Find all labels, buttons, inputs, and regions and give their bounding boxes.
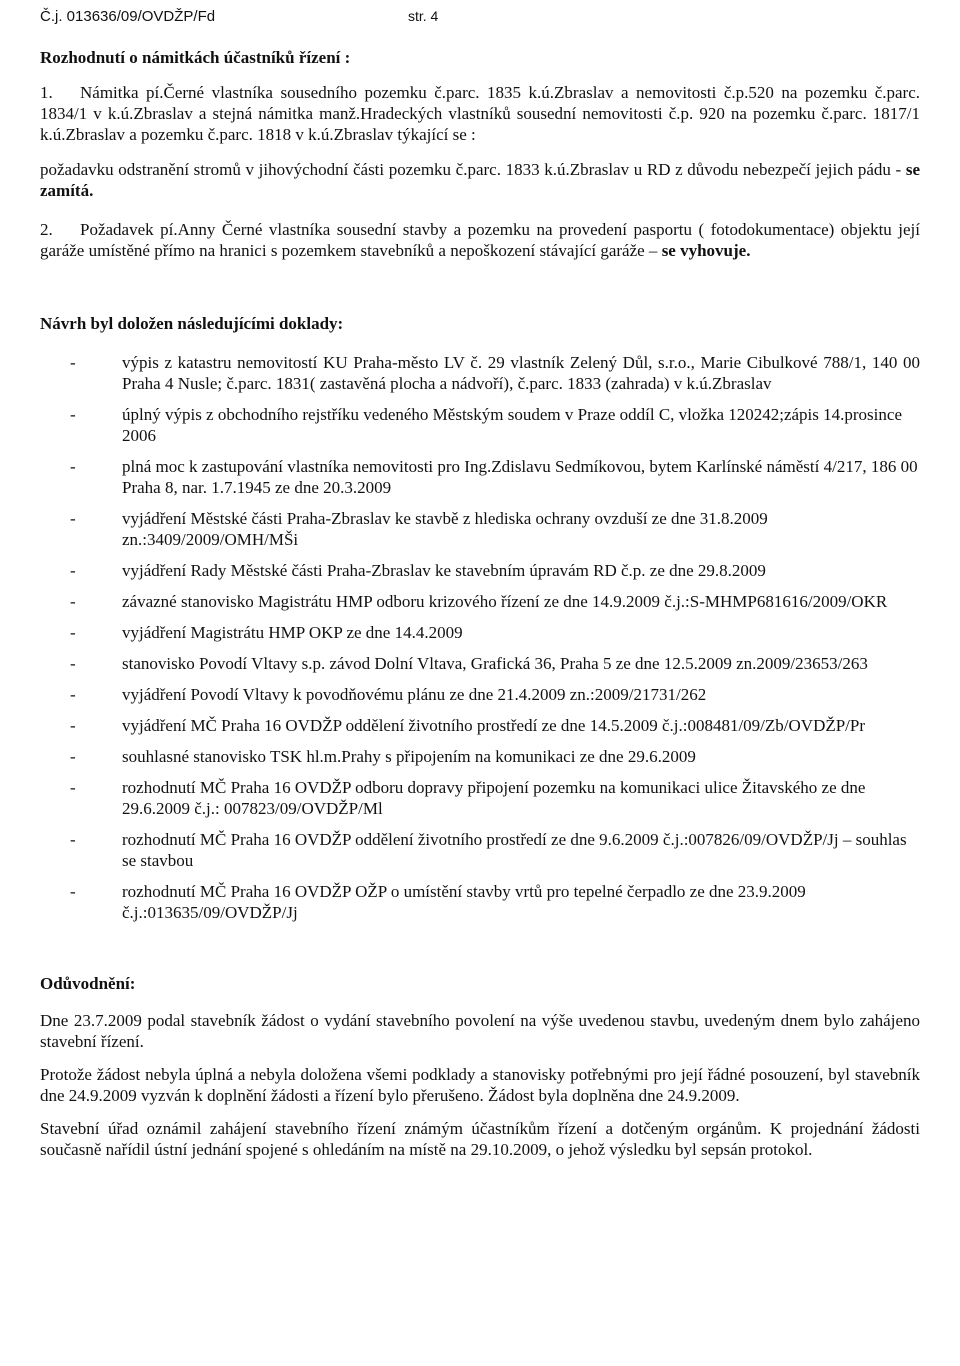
objection-detail-text: požadavku odstranění stromů v jihovýchodní části pozemku č.parc. 1833 k.ú.Zbraslav u RD z důvodu nebezpečí jejich pádu - <box>40 160 906 179</box>
page-header <box>40 6 920 28</box>
reasoning-paragraph: Dne 23.7.2009 podal stavebník žádost o vydání stavebního povolení na výše uvedenou stavbu, uvedeným dnem bylo zahájeno stavební řízení. <box>40 1011 920 1051</box>
page-number: str. 4 <box>408 8 439 24</box>
list-item-text: vyjádření Městské části Praha-Zbraslav ke stavbě z hlediska ochrany ovzduší ze dne 31.8.2009 zn.:3409/2009/OMH/MŠi <box>122 509 768 549</box>
list-item: - rozhodnutí MČ Praha 16 OVDŽP odboru dopravy připojení pozemku na komunikaci ulice Žitavského ze dne 29.6.2009 č.j.: 007823/09/OVDŽP/Ml <box>70 778 866 818</box>
list-item-text: plná moc k zastupování vlastníka nemovitosti pro Ing.Zdislavu Sedmíkovou, bytem Karlínské náměstí 4/217, 186 00 Praha 8, nar. 1.7.1945 ze dne 20.3.2009 <box>122 457 918 497</box>
list-item-text: rozhodnutí MČ Praha 16 OVDŽP odboru dopravy připojení pozemku na komunikaci ulice Žitavského ze dne 29.6.2009 č.j.: 007823/09/OVDŽP/Ml <box>122 778 866 818</box>
list-item-text: vyjádření Rady Městské části Praha-Zbraslav ke stavebním úpravám RD č.p. ze dne 29.8.2009 <box>122 561 766 580</box>
list-item: - vyjádření MČ Praha 16 OVDŽP oddělení životního prostředí ze dne 14.5.2009 č.j.:008481/09/Zb/OVDŽP/Pr <box>70 716 866 735</box>
documents-list <box>40 352 920 923</box>
objection-item <box>40 82 920 145</box>
list-item: - vyjádření Povodí Vltavy k povodňovému plánu ze dne 21.4.2009 zn.:2009/21731/262 <box>70 685 707 704</box>
objection-item <box>40 219 920 261</box>
reasoning-heading: Odůvodnění: <box>40 974 136 993</box>
reasoning-paragraph: Protože žádost nebyla úplná a nebyla doložena všemi podklady a stanovisky potřebnými pro její řádné posouzení, byl stavebník dne 24.9.2009 vyzván k doplnění žádosti a řízení bylo přerušeno. Žádost byla doplněna dne 24.9.2009. <box>40 1065 920 1105</box>
list-item-text: úplný výpis z obchodního rejstříku vedeného Městským soudem v Praze oddíl C, vložka 120242;zápis 14.prosince 2006 <box>122 405 902 445</box>
document-content <box>40 47 920 1172</box>
list-item: - závazné stanovisko Magistrátu HMP odboru krizového řízení ze dne 14.9.2009 č.j.:S-MHMP681616/2009/OKR <box>70 592 888 611</box>
objections-heading: Rozhodnutí o námitkách účastníků řízení : <box>40 48 351 67</box>
reasoning-paragraph: Stavební úřad oznámil zahájení stavebního řízení známým účastníkům řízení a dotčeným orgánům. K projednání žádosti současně nařídil ústní jednání spojené s ohledáním na místě na 29.10.2009, o jehož výsledku byl sepsán protokol. <box>40 1119 920 1159</box>
list-item: - vyjádření Městské části Praha-Zbraslav ke stavbě z hlediska ochrany ovzduší ze dne 31.8.2009 zn.:3409/2009/OMH/MŠi <box>70 509 768 549</box>
list-item-text: rozhodnutí MČ Praha 16 OVDŽP OŽP o umístění stavby vrtů pro tepelné čerpadlo ze dne 23.9.2009 č.j.:013635/09/OVDŽP/Jj <box>122 882 806 922</box>
objection-text: Požadavek pí.Anny Černé vlastníka sousední stavby a pozemku na provedení pasportu ( fotodokumentace) objektu její garáže umístěné přímo na hranici s pozemkem stavebníků a nepoškození stávající garáže – <box>40 220 920 260</box>
list-item-text: stanovisko Povodí Vltavy s.p. závod Dolní Vltava, Grafická 36, Praha 5 ze dne 12.5.2009 zn.2009/23653/263 <box>122 654 868 673</box>
objection-detail <box>40 159 920 201</box>
list-item: - rozhodnutí MČ Praha 16 OVDŽP OŽP o umístění stavby vrtů pro tepelné čerpadlo ze dne 23.9.2009 č.j.:013635/09/OVDŽP/Jj <box>70 882 806 922</box>
list-item: - vyjádření Magistrátu HMP OKP ze dne 14.4.2009 <box>70 623 463 642</box>
list-item: - rozhodnutí MČ Praha 16 OVDŽP oddělení životního prostředí ze dne 9.6.2009 č.j.:007826/09/OVDŽP/Jj – souhlas se stavbou <box>70 830 907 870</box>
list-item: - stanovisko Povodí Vltavy s.p. závod Dolní Vltava, Grafická 36, Praha 5 ze dne 12.5.2009 zn.2009/23653/263 <box>70 654 868 673</box>
objection-decision: se vyhovuje. <box>661 241 751 260</box>
list-item-text: vyjádření Magistrátu HMP OKP ze dne 14.4.2009 <box>122 623 463 642</box>
list-item-text: souhlasné stanovisko TSK hl.m.Prahy s připojením na komunikaci ze dne 29.6.2009 <box>122 747 696 766</box>
list-item-text: výpis z katastru nemovitostí KU Praha-město LV č. 29 vlastník Zelený Důl, s.r.o., Marie Cibulkové 788/1, 140 00 Praha 4 Nusle; č.parc. 1831( zastavěná plocha a nádvoří), č.parc. 1833 (zahrada) v k.ú.Zbraslav <box>122 353 920 393</box>
list-item: - vyjádření Rady Městské části Praha-Zbraslav ke stavebním úpravám RD č.p. ze dne 29.8.2009 <box>70 561 766 580</box>
list-item: - plná moc k zastupování vlastníka nemovitosti pro Ing.Zdislavu Sedmíkovou, bytem Karlínské náměstí 4/217, 186 00 Praha 8, nar. 1.7.1945 ze dne 20.3.2009 <box>70 457 918 497</box>
objection-text: Námitka pí.Černé vlastníka sousedního pozemku č.parc. 1835 k.ú.Zbraslav a nemovitosti č.p.520 na pozemku č.parc. 1834/1 v k.ú.Zbraslav a stejná námitka manž.Hradeckých vlastníků sousední nemovitosti č.p. 920 na pozemku č.parc. 1817/1 k.ú.Zbraslav a pozemku č.parc. 1818 v k.ú.Zbraslav týkající se : <box>40 83 920 144</box>
list-item: - souhlasné stanovisko TSK hl.m.Prahy s připojením na komunikaci ze dne 29.6.2009 <box>70 747 696 766</box>
objection-number: 1. <box>40 83 53 102</box>
list-item-text: závazné stanovisko Magistrátu HMP odboru krizového řízení ze dne 14.9.2009 č.j.:S-MHMP681616/2009/OKR <box>122 592 888 611</box>
objection-decision: se zamítá. <box>40 160 920 200</box>
list-item: - výpis z katastru nemovitostí KU Praha-město LV č. 29 vlastník Zelený Důl, s.r.o., Marie Cibulkové 788/1, 140 00 Praha 4 Nusle; č.parc. 1831( zastavěná plocha a nádvoří), č.parc. 1833 (zahrada) v k.ú.Zbraslav <box>70 353 920 393</box>
reference-number: Č.j. 013636/09/OVDŽP/Fd <box>40 8 216 25</box>
objection-number: 2. <box>40 220 53 239</box>
list-item-text: vyjádření Povodí Vltavy k povodňovému plánu ze dne 21.4.2009 zn.:2009/21731/262 <box>122 685 707 704</box>
documents-heading: Návrh byl doložen následujícími doklady: <box>40 314 344 333</box>
list-item-text: rozhodnutí MČ Praha 16 OVDŽP oddělení životního prostředí ze dne 9.6.2009 č.j.:007826/09/OVDŽP/Jj – souhlas se stavbou <box>122 830 907 870</box>
list-item: - úplný výpis z obchodního rejstříku vedeného Městským soudem v Praze oddíl C, vložka 120242;zápis 14.prosince 2006 <box>70 405 902 445</box>
list-item-text: vyjádření MČ Praha 16 OVDŽP oddělení životního prostředí ze dne 14.5.2009 č.j.:008481/09/Zb/OVDŽP/Pr <box>122 716 866 735</box>
